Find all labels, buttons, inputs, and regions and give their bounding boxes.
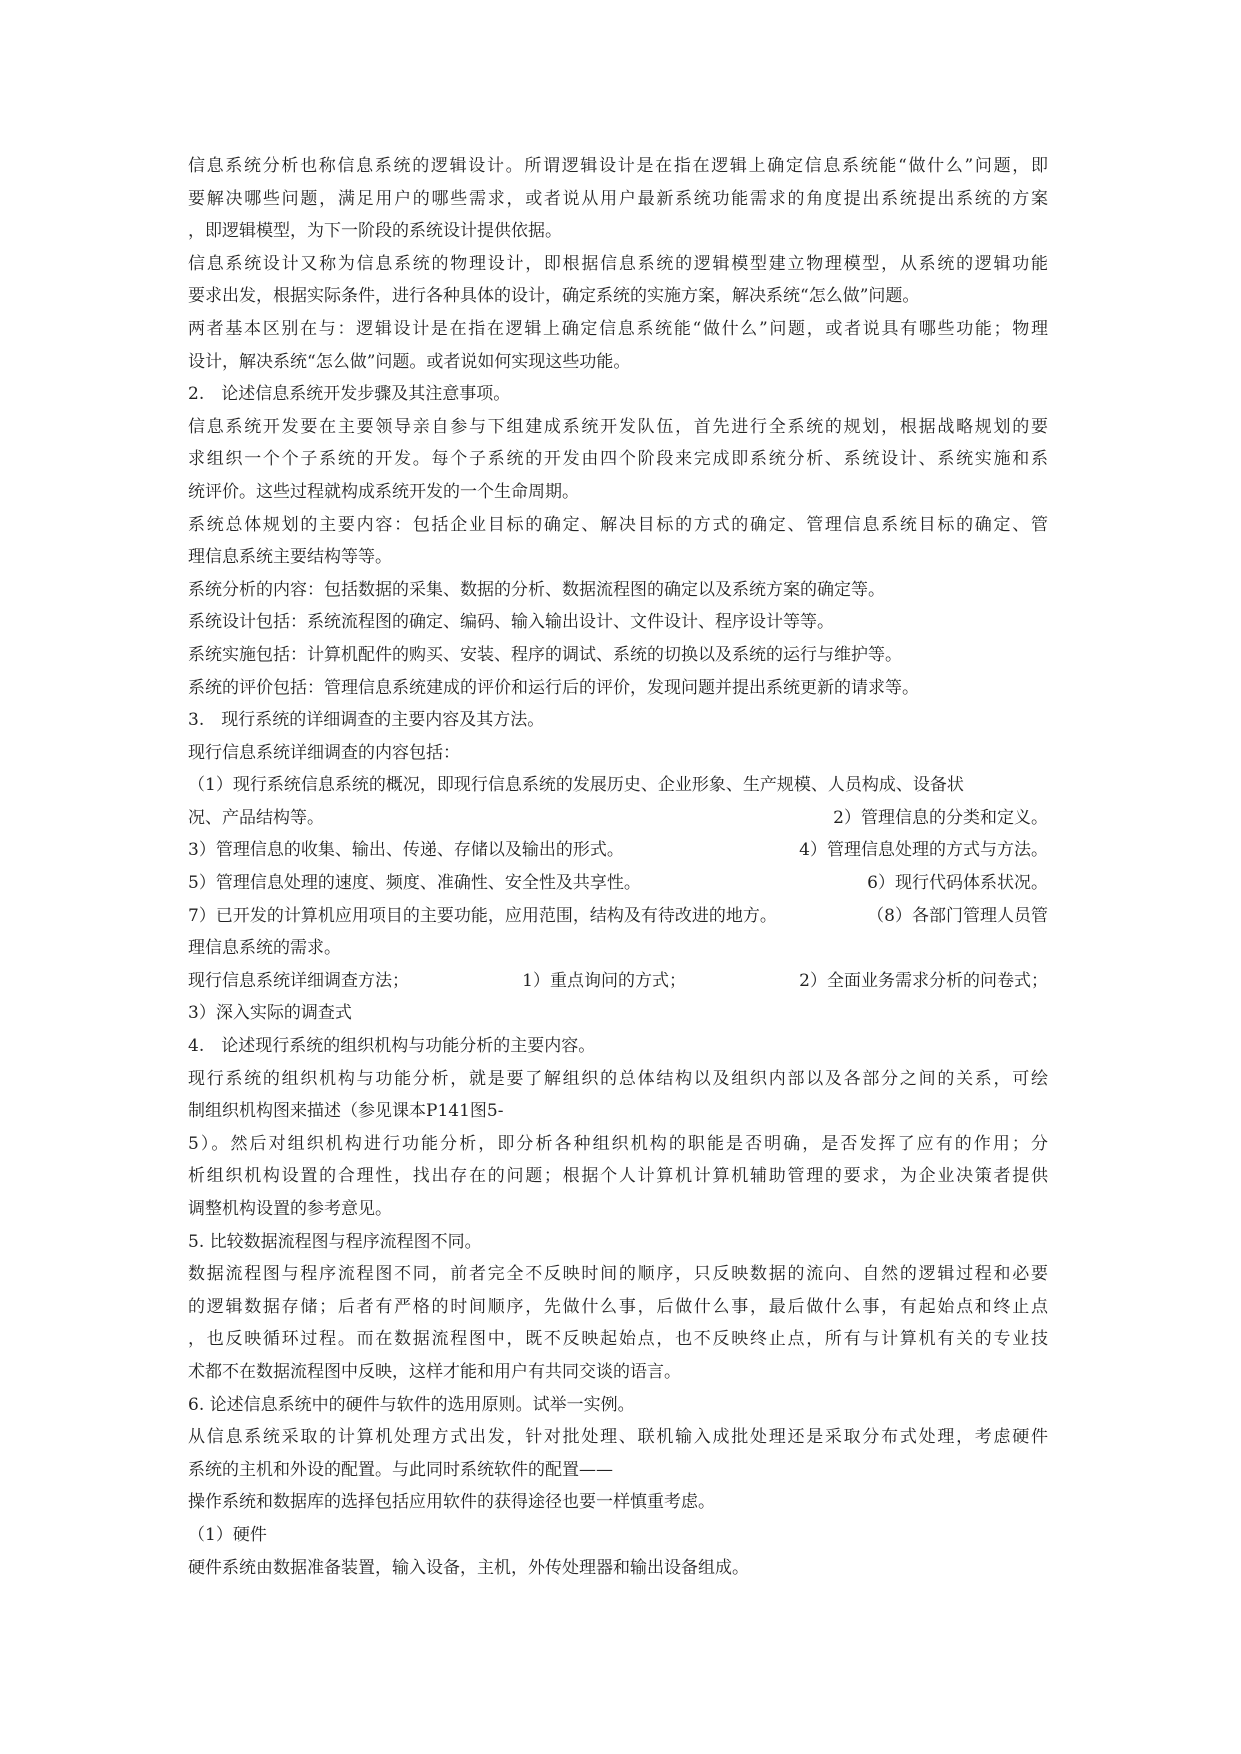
text-line	[188, 900, 1048, 933]
text-line	[188, 834, 1048, 867]
text-line: 析组织机构设置的合理性，找出存在的问题；根据个人计算机计算机辅助管理的要求，为企业决策者提供	[188, 1166, 1048, 1187]
text-line: 信息系统设计又称为信息系统的物理设计，即根据信息系统的逻辑模型建立物理模型，从系统的逻辑功能	[188, 253, 1048, 274]
text-line: 现行信息系统详细调查的内容包括：	[188, 742, 460, 763]
text-segment: 2）全面业务需求分析的问卷式；	[799, 970, 1048, 991]
text-segment: 况、产品结构等。	[188, 807, 324, 828]
text-line: 制组织机构图来描述（参见课本P141图5-	[188, 1101, 504, 1122]
text-segment: （8）各部门管理人员管	[867, 905, 1048, 926]
text-line	[188, 965, 1048, 998]
text-line: 理信息系统的需求。	[188, 938, 341, 959]
text-line: 5. 比较数据流程图与程序流程图不同。	[188, 1231, 482, 1252]
text-line: 求组织一个个子系统的开发。每个子系统的开发由四个阶段来完成即系统分析、系统设计、系统实施和系	[188, 449, 1048, 470]
text-line: 两者基本区别在与：逻辑设计是在指在逻辑上确定信息系统能“做什么”问题，或者说具有哪些功能；物理	[188, 318, 1048, 339]
text-segment: 7）已开发的计算机应用项目的主要功能，应用范围，结构及有待改进的地方。	[188, 905, 777, 926]
text-line: 信息系统分析也称信息系统的逻辑设计。所谓逻辑设计是在指在逻辑上确定信息系统能“做什么”问题，即	[188, 156, 1048, 176]
text-line: 2. 论述信息系统开发步骤及其注意事项。	[188, 384, 511, 405]
text-line: 硬件系统由数据准备装置，输入设备，主机，外传处理器和输出设备组成。	[188, 1557, 749, 1578]
text-segment: 6）现行代码体系状况。	[867, 873, 1048, 894]
text-line: （1）现行系统信息系统的概况，即现行信息系统的发展历史、企业形象、生产规模、人员构成、设备状	[188, 775, 964, 796]
document-body	[188, 150, 1048, 1584]
text-line: ，即逻辑模型，为下一阶段的系统设计提供依据。	[188, 221, 562, 242]
text-segment: 3）管理信息的收集、输出、传递、存储以及输出的形式。	[188, 840, 624, 861]
text-line: 5）。然后对组织机构进行功能分析，即分析各种组织机构的职能是否明确，是否发挥了应有的作用；分	[188, 1133, 1048, 1154]
text-line: 统评价。这些过程就构成系统开发的一个生命周期。	[188, 481, 579, 502]
text-line: （1）硬件	[188, 1524, 267, 1545]
text-segment: 2）管理信息的分类和定义。	[833, 807, 1048, 828]
text-line: 3）深入实际的调查式	[188, 1003, 352, 1024]
text-line: 从信息系统采取的计算机处理方式出发，针对批处理、联机输入成批处理还是采取分布式处理，考虑硬件	[188, 1427, 1048, 1448]
text-line: 系统分析的内容：包括数据的采集、数据的分析、数据流程图的确定以及系统方案的确定等。	[188, 579, 885, 600]
text-segment: 1）重点询问的方式；	[522, 970, 686, 991]
text-line: 6. 论述信息系统中的硬件与软件的选用原则。试举一实例。	[188, 1394, 635, 1415]
text-line: 操作系统和数据库的选择包括应用软件的获得途径也要一样慎重考虑。	[188, 1492, 715, 1513]
text-line: 术都不在数据流程图中反映，这样才能和用户有共同交谈的语言。	[188, 1361, 681, 1382]
text-segment: 5）管理信息处理的速度、频度、准确性、安全性及共享性。	[188, 873, 641, 894]
text-line: 4. 论述现行系统的组织机构与功能分析的主要内容。	[188, 1036, 596, 1057]
text-line: 系统的评价包括：管理信息系统建成的评价和运行后的评价，发现问题并提出系统更新的请求等。	[188, 677, 919, 698]
text-line: 要解决哪些问题，满足用户的哪些需求，或者说从用户最新系统功能需求的角度提出系统提出系统的方案	[188, 188, 1048, 209]
text-line: 的逻辑数据存储；后者有严格的时间顺序，先做什么事，后做什么事，最后做什么事，有起始点和终止点	[188, 1296, 1048, 1317]
text-line: 调整机构设置的参考意见。	[188, 1199, 392, 1219]
text-line: 数据流程图与程序流程图不同，前者完全不反映时间的顺序，只反映数据的流向、自然的逻辑过程和必要	[188, 1264, 1048, 1285]
text-line: 设计，解决系统“怎么做”问题。或者说如何实现这些功能。	[188, 351, 631, 372]
text-line: 现行系统的组织机构与功能分析，就是要了解组织的总体结构以及组织内部以及各部分之间的关系，可绘	[188, 1068, 1048, 1089]
text-line: ，也反映循环过程。而在数据流程图中，既不反映起始点，也不反映终止点，所有与计算机有关的专业技	[188, 1329, 1048, 1350]
text-line: 信息系统开发要在主要领导亲自参与下组建成系统开发队伍，首先进行全系统的规划，根据战略规划的要	[188, 416, 1048, 437]
text-line	[188, 802, 1048, 835]
text-segment: 4）管理信息处理的方式与方法。	[799, 840, 1048, 861]
text-segment: 现行信息系统详细调查方法；	[188, 970, 409, 991]
text-line: 系统总体规划的主要内容：包括企业目标的确定、解决目标的方式的确定、管理信息系统目标的确定、管	[188, 514, 1048, 535]
text-line: 系统实施包括：计算机配件的购买、安装、程序的调试、系统的切换以及系统的运行与维护等。	[188, 644, 902, 665]
text-line: 理信息系统主要结构等等。	[188, 547, 392, 568]
text-line: 要求出发，根据实际条件，进行各种具体的设计，确定系统的实施方案，解决系统“怎么做”问题。	[188, 286, 920, 307]
text-line: 3. 现行系统的详细调查的主要内容及其方法。	[188, 710, 545, 731]
text-line	[188, 867, 1048, 900]
text-line: 系统设计包括：系统流程图的确定、编码、输入输出设计、文件设计、程序设计等等。	[188, 612, 834, 633]
text-line: 系统的主机和外设的配置。与此同时系统软件的配置——	[188, 1459, 613, 1480]
